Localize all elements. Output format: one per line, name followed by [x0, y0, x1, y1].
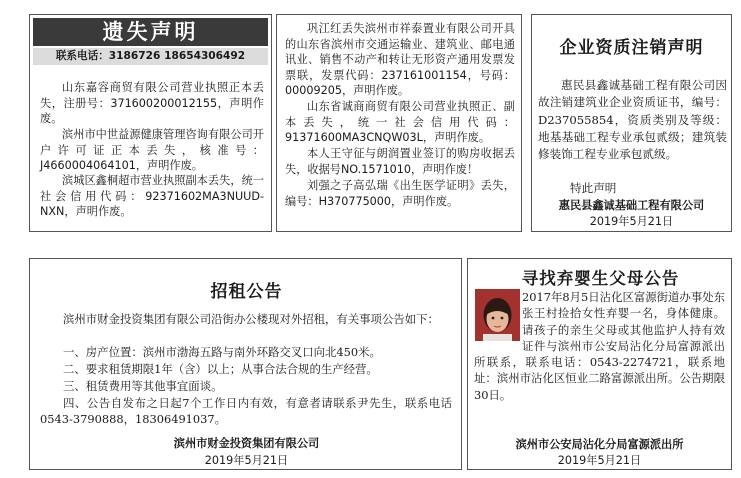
lease-title: 招租公告 — [210, 282, 283, 302]
lease-item-2: 二、要求租赁期限1年（含）以上；从事合法合规的生产经营。 — [63, 362, 378, 376]
cancellation-notice-box — [531, 14, 732, 232]
lease-company: 滨州市财金投资集团有限公司 — [173, 437, 320, 450]
lease-item-4: 四、公告自发布之日起7个工作日内有效，有意者请联系尹先生，联系电话0543-3790888，18306491037。 — [40, 396, 452, 427]
lease-item-1: 一、房产位置：滨州市渤海五路与南外环路交叉口向北450米。 — [63, 345, 381, 359]
lost-item-1: 山东嘉容商贸有限公司营业执照正本丢失，注册号：371600200012155，声明作废。 — [40, 81, 264, 126]
search-title: 寻找弃婴生父母公告 — [521, 269, 680, 288]
lost2-item-3: 本人王守征与朗润置业签订的购房收据丢失，收据号NO.1571010，声明作废！ — [285, 147, 515, 176]
lost-notice-contact: 联系电话：3186726 18654306492 — [33, 48, 268, 65]
lost2-item-4: 刘强之子高弘瑞《出生医学证明》丢失，编号：H370775000，声明作废。 — [285, 179, 515, 208]
cancellation-company: 惠民县鑫诚基础工程有限公司 — [558, 199, 705, 212]
photo-spacer — [474, 289, 522, 342]
lost-item-3: 滨城区鑫桐超市营业执照副本丢失，统一社会信用代码：92371602MA3NUUD-NXN，声明作废。 — [40, 174, 264, 219]
search-office: 滨州市公安局沾化分局富源派出所 — [515, 438, 684, 451]
lost2-item-2: 山东省诚商商贸有限公司营业执照正、副本丢失，统一社会信用代码：91371600MA3CNQW03L，声明作废。 — [285, 100, 515, 145]
lost-notice-title: 遗失声明 — [33, 18, 268, 46]
lease-notice-box — [29, 258, 462, 470]
lease-date: 2019年5月21日 — [204, 454, 289, 467]
cancellation-body: 惠民县鑫诚基础工程有限公司因故注销建筑业企业资质证书，编号：D237055854，资质类别及等级：地基基础工程专业承包贰级；建筑装修装饰工程专业承包贰级。 — [538, 78, 727, 162]
lost-notice-box-2 — [276, 14, 522, 232]
lost-notice-box — [29, 14, 272, 232]
lost-item-2: 滨州市中世益源健康管理咨询有限公司开户许可证正本丢失，核准号：J4660004064101，声明作废。 — [40, 128, 264, 173]
lost2-item-1: 巩江红丢失滨州市祥泰置业有限公司开具的山东省滨州市交通运输业、建筑业、邮电通讯业、销售不动产和转让无形资产通用发票发票联，发票代码：237161001154，号码：00009205，声明作废。 — [285, 22, 515, 98]
cancellation-title: 企业资质注销声明 — [559, 38, 704, 58]
search-date: 2019年5月21日 — [557, 454, 642, 467]
search-body: 2017年8月5日沾化区富源街道办事处东张王村捡拾女性弃婴一名，身体健康。请孩子的亲生父母或其他监护人持有效证件与滨州市公安局沾化分局富源派出所联系，联系电话：0543-2274721，联系地址：滨州市沾化区恒业二路富源派出所。公告期限30日。 — [474, 290, 725, 402]
cancellation-closing: 特此声明 — [570, 181, 617, 195]
lease-intro: 滨州市财金投资集团有限公司沿街办公楼现对外招租，有关事项公告如下： — [63, 312, 439, 326]
cancellation-date: 2019年5月21日 — [589, 215, 674, 228]
lease-item-3: 三、租赁费用等其他事宜面谈。 — [63, 379, 223, 393]
